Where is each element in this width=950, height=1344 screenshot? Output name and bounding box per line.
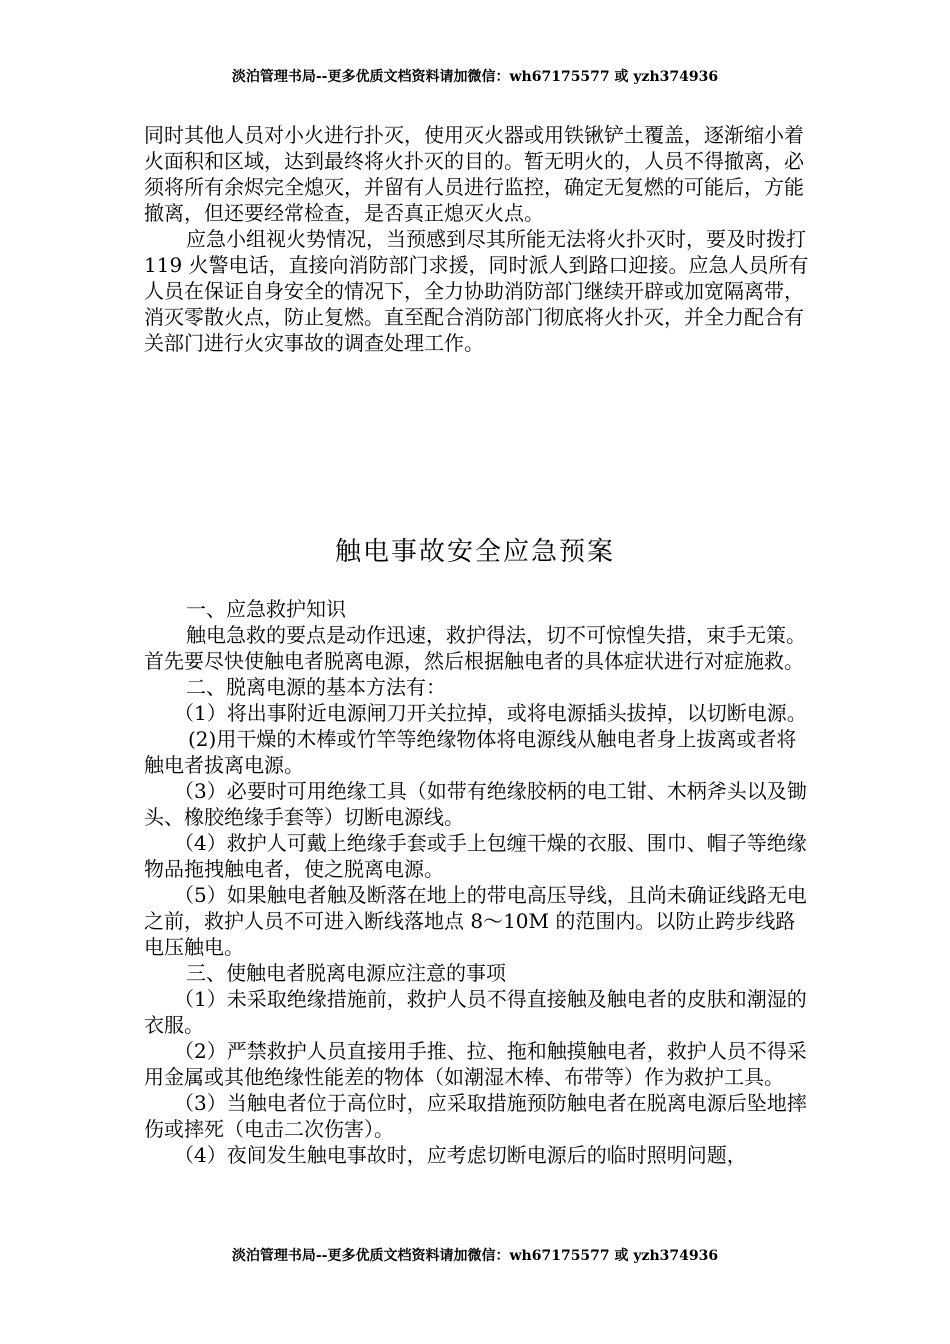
list-item: （1）将出事附近电源闸刀开关拉掉，或将电源插头拔掉，以切断电源。 <box>174 701 807 725</box>
electric-section <box>144 596 810 1168</box>
list-item: （3）当触电者位于高位时，应采取措施预防触电者在脱离电源后坠地摔伤或摔死（电击二次伤害）。 <box>144 1091 807 1141</box>
section-title: 触电事故安全应急预案 <box>334 537 615 567</box>
section-1-body: 触电急救的要点是动作迅速，救护得法，切不可惊惶失措，束手无策。首先要尽快使触电者脱离电源，然后根据触电者的具体症状进行对症施救。 <box>144 623 806 673</box>
page-header: 淡泊管理书局--更多优质文档资料请加微信：wh67175577 或 yzh374936 <box>231 69 719 85</box>
list-item: (2)用干燥的木棒或竹竿等绝缘物体将电源线从触电者身上拔离或者将触电者拔离电源。 <box>144 727 797 777</box>
list-item: （4）夜间发生触电事故时，应考虑切断电源后的临时照明问题， <box>174 1143 747 1167</box>
list-item: （2）严禁救护人员直接用手推、拉、拖和触摸触电者，救护人员不得采用金属或其他绝缘性能差的物体（如潮湿木棒、布带等）作为救护工具。 <box>144 1039 807 1089</box>
section-2-heading: 二、脱离电源的基本方法有： <box>186 675 446 699</box>
section-1-heading: 一、应急救护知识 <box>186 597 346 621</box>
fire-paragraph-2: 应急小组视火势情况，当预感到尽其所能无法将火扑灭时，要及时拨打 119 火警电话，直接向消防部门求援，同时派人到路口迎接。应急人员所有人员在保证自身安全的情况下，全力协助消防部门继续开辟或加宽隔离带，消灭零散火点，防止复燃。直至配合消防部门彻底将火扑灭，并全力配合有关部门进行火灾事故的调查处理工作。 <box>144 227 809 355</box>
section-3-heading: 三、使触电者脱离电源应注意的事项 <box>186 961 506 985</box>
list-item: （5）如果触电者触及断落在地上的带电高压导线，且尚未确证线路无电之前，救护人员不可进入断线落地点 8～10M 的范围内。以防止跨步线路电压触电。 <box>144 883 807 959</box>
list-item: （4）救护人可戴上绝缘手套或手上包缠干燥的衣服、围巾、帽子等绝缘物品拖拽触电者，使之脱离电源。 <box>144 831 807 881</box>
fire-paragraph-1: 同时其他人员对小火进行扑灭，使用灭火器或用铁锹铲土覆盖，逐渐缩小着火面积和区域，达到最终将火扑灭的目的。暂无明火的，人员不得撤离，必须将所有余烬完全熄灭，并留有人员进行监控，确定无复燃的可能后，方能撤离，但还要经常检查，是否真正熄灭火点。 <box>144 123 804 225</box>
page-footer: 淡泊管理书局--更多优质文档资料请加微信：wh67175577 或 yzh374936 <box>231 1248 719 1264</box>
list-item: （3）必要时可用绝缘工具（如带有绝缘胶柄的电工钳、木柄斧头以及锄头、橡胶绝缘手套等）切断电源线。 <box>144 779 807 829</box>
list-item: （1）未采取绝缘措施前，救护人员不得直接触及触电者的皮肤和潮湿的衣服。 <box>144 987 807 1037</box>
fire-section <box>144 122 810 356</box>
